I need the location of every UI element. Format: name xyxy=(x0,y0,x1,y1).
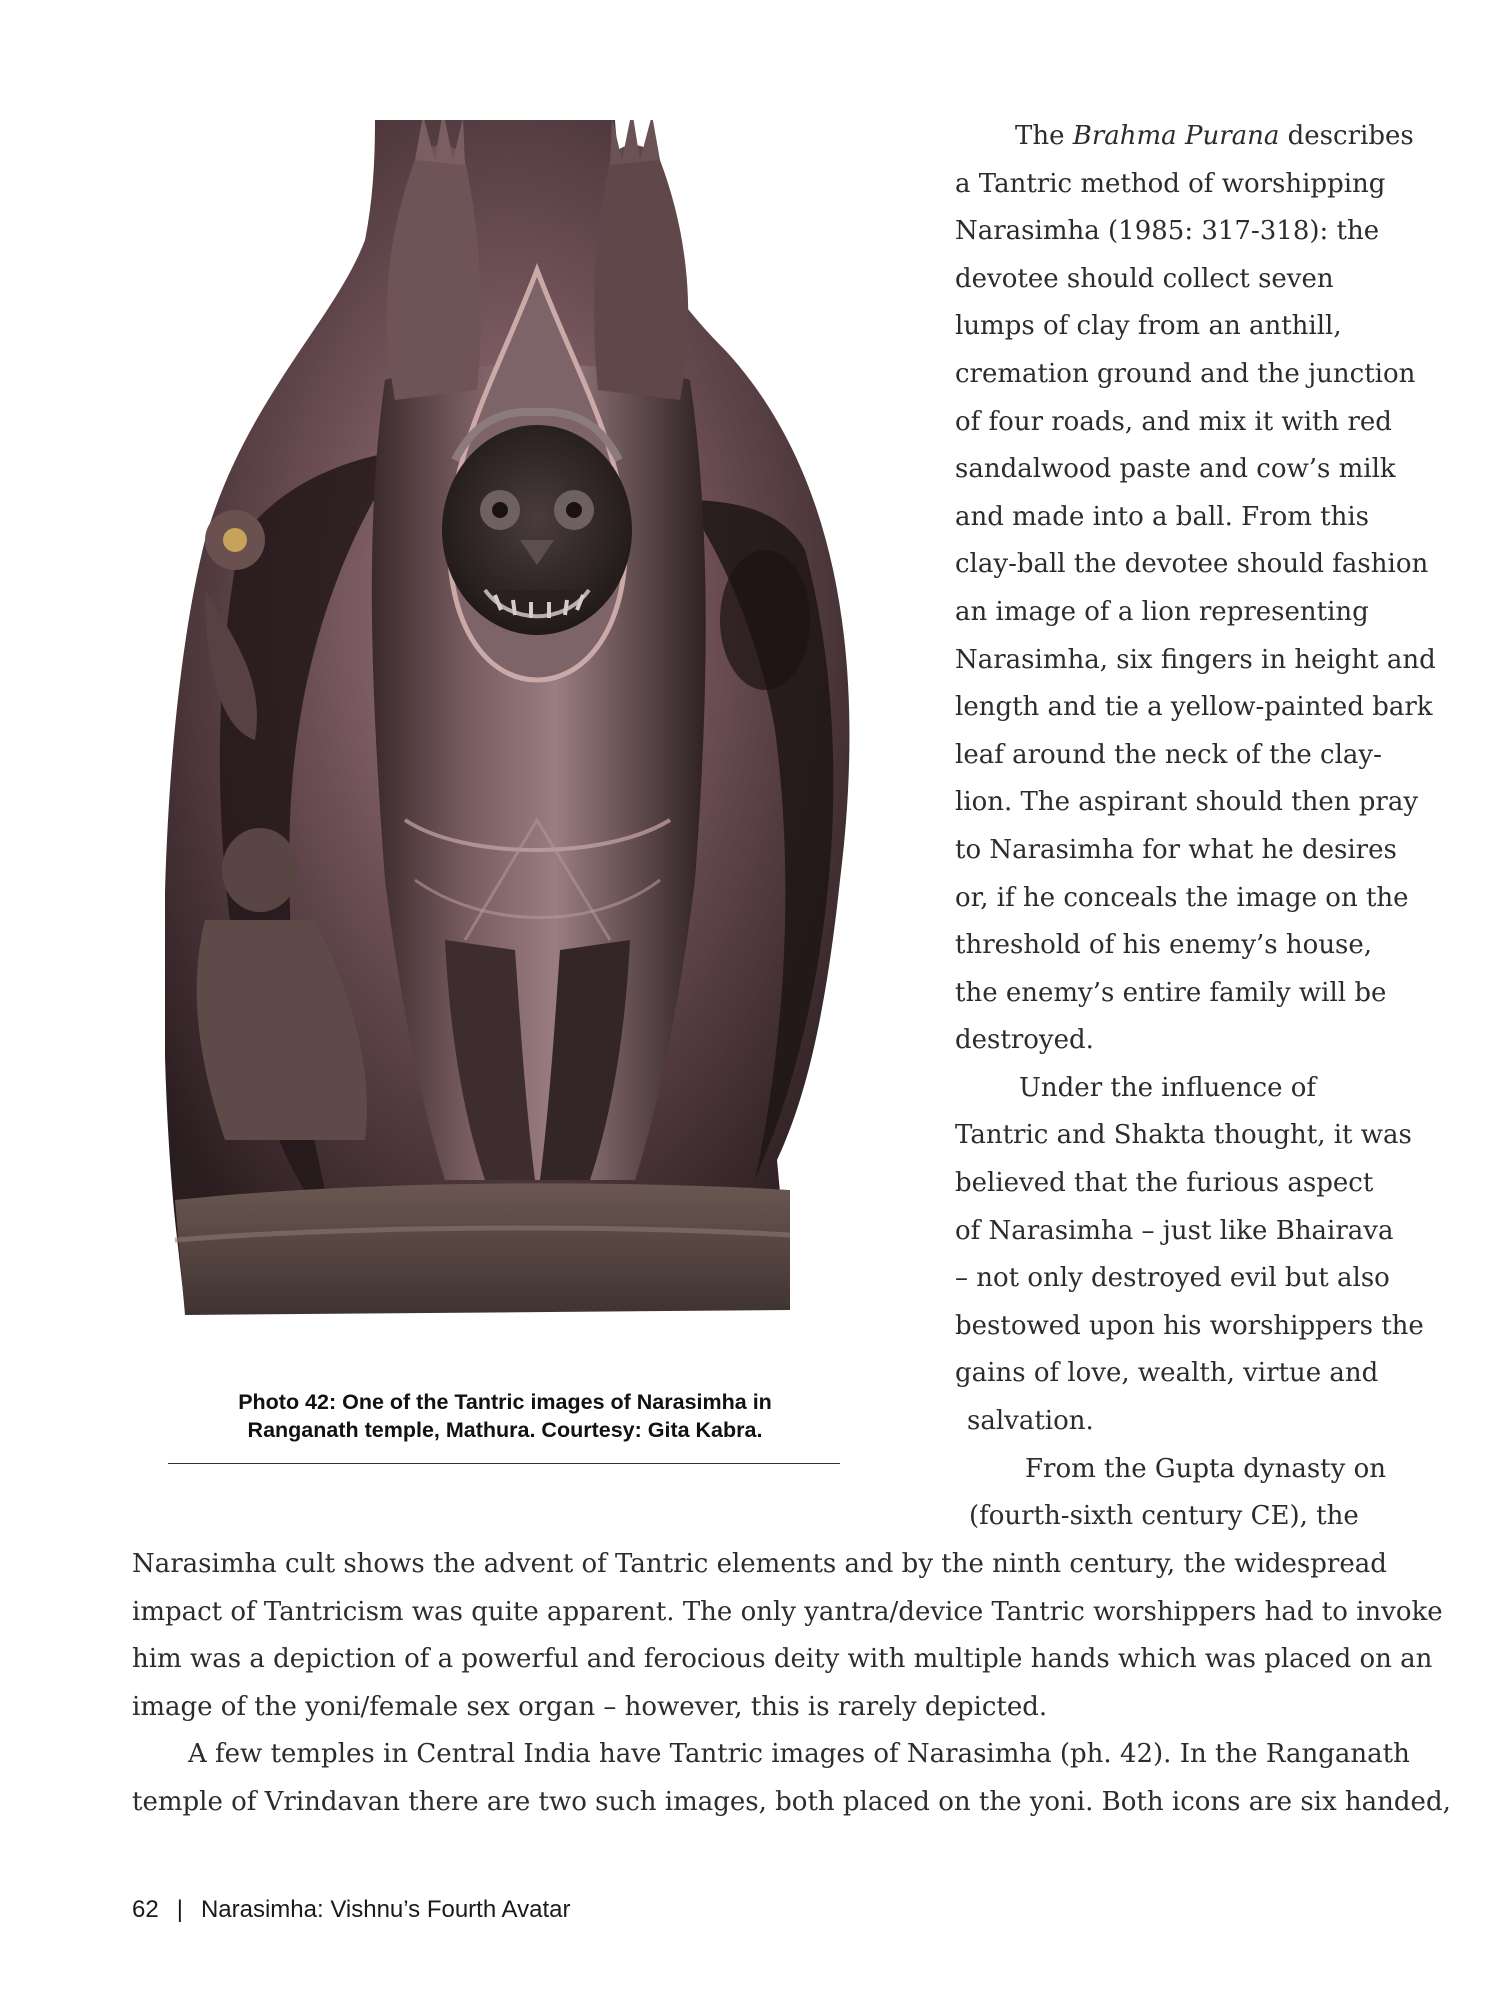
paragraph-gupta-continued xyxy=(132,1541,1443,1731)
text-line: Narasimha (1985: 317-318): the xyxy=(955,216,1380,247)
text-line: or, if he conceals the image on the xyxy=(955,882,1409,913)
text-line: – not only destroyed evil but also xyxy=(955,1263,1390,1294)
text-line: leaf around the neck of the clay- xyxy=(955,739,1382,770)
text-line: a Tantric method of worshipping xyxy=(955,168,1386,199)
text-line: threshold of his enemy’s house, xyxy=(955,930,1373,961)
text-line: him was a depiction of a powerful and ferocious deity with multiple hands which was placed on an xyxy=(132,1644,1433,1675)
text-line: an image of a lion representing xyxy=(955,596,1369,627)
text-line: From the Gupta dynasty on xyxy=(1025,1453,1386,1484)
paragraph-brahma-purana xyxy=(955,113,1436,1065)
text-line: believed that the furious aspect xyxy=(955,1168,1374,1199)
right-column-text xyxy=(955,113,1436,1541)
text-line: to Narasimha for what he desires xyxy=(955,834,1397,865)
sculpture-photo xyxy=(165,120,885,1360)
text-line: salvation. xyxy=(967,1406,1094,1437)
text-line: sandalwood paste and cow’s milk xyxy=(955,454,1396,485)
text-line: impact of Tantricism was quite apparent. The only yantra/device Tantric worshippers had to invoke xyxy=(132,1596,1443,1627)
text-line: of four roads, and mix it with red xyxy=(955,406,1392,437)
text-line: lumps of clay from an anthill, xyxy=(955,311,1342,342)
text-line xyxy=(955,113,1415,161)
narasimha-sculpture-icon xyxy=(165,120,885,1360)
text-fragment: The xyxy=(1015,121,1073,151)
running-title: Narasimha: Vishnu’s Fourth Avatar xyxy=(200,1896,571,1923)
text-line: Narasimha, six fingers in height and xyxy=(955,644,1436,675)
caption-line: Photo 42: One of the Tantric images of Narasimha in xyxy=(238,1390,772,1414)
page-number: 62 xyxy=(132,1896,159,1923)
text-line: lion. The aspirant should then pray xyxy=(955,787,1419,818)
text-line: and made into a ball. From this xyxy=(955,501,1369,532)
page-footer xyxy=(132,1896,570,1924)
text-line: image of the yoni/female sex organ – however, this is rarely depicted. xyxy=(132,1691,1048,1722)
text-line: of Narasimha – just like Bhairava xyxy=(955,1215,1394,1246)
paragraph-central-india-temples xyxy=(132,1731,1451,1826)
text-line: (fourth-sixth century CE), the xyxy=(969,1501,1359,1532)
text-line: the enemy’s entire family will be xyxy=(955,977,1387,1008)
text-line: length and tie a yellow-painted bark xyxy=(955,692,1433,723)
text-line: devotee should collect seven xyxy=(955,263,1334,294)
text-line: Tantric and Shakta thought, it was xyxy=(955,1120,1412,1151)
text-line: Under the influence of xyxy=(1019,1072,1316,1103)
text-line: cremation ground and the junction xyxy=(955,358,1416,389)
book-title-italic: Brahma Purana xyxy=(1072,121,1280,151)
text-line: destroyed. xyxy=(955,1025,1094,1056)
paragraph-tantric-shakta xyxy=(955,1065,1424,1446)
text-fragment: describes xyxy=(1279,121,1414,151)
full-width-text xyxy=(132,1541,1451,1827)
text-line: A few temples in Central India have Tantric images of Narasimha (ph. 42). In the Ranganath xyxy=(188,1739,1410,1770)
text-line: bestowed upon his worshippers the xyxy=(955,1310,1424,1341)
caption-divider xyxy=(168,1463,840,1464)
text-line: gains of love, wealth, virtue and xyxy=(955,1358,1379,1389)
photo-caption xyxy=(165,1388,845,1444)
footer-separator: | xyxy=(176,1896,183,1923)
caption-line: Ranganath temple, Mathura. Courtesy: Gita Kabra. xyxy=(247,1418,763,1442)
paragraph-gupta-start xyxy=(955,1446,1415,1541)
text-line: temple of Vrindavan there are two such images, both placed on the yoni. Both icons are six handed, xyxy=(132,1786,1451,1817)
text-line: clay-ball the devotee should fashion xyxy=(955,549,1429,580)
text-line: Narasimha cult shows the advent of Tantric elements and by the ninth century, the widespread xyxy=(132,1549,1387,1579)
